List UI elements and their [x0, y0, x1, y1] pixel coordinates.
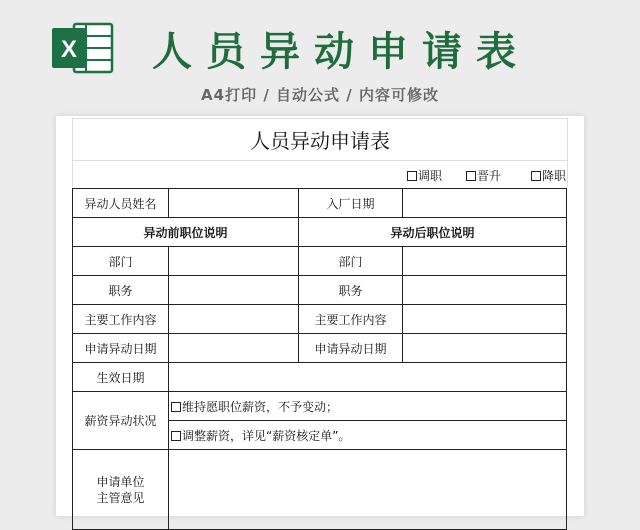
- option-label: 降职: [542, 169, 567, 183]
- option-promotion[interactable]: [466, 167, 501, 184]
- position-label: 职务: [73, 276, 169, 305]
- apply-unit-label-line2: 主管意见: [96, 491, 145, 505]
- after-position-header: 异动后职位说明: [299, 218, 567, 247]
- apply-unit-opinion-field[interactable]: [169, 450, 567, 530]
- table-row: [73, 247, 567, 276]
- effective-date-label: 生效日期: [73, 363, 169, 392]
- dept-after-field[interactable]: [403, 247, 567, 276]
- option-label: 调职: [418, 169, 443, 183]
- table-row: [73, 276, 567, 305]
- apply-date-label: 申请异动日期: [73, 334, 169, 363]
- checkbox-icon[interactable]: [407, 171, 417, 181]
- apply-date-before-field[interactable]: [169, 334, 299, 363]
- before-position-header: 异动前职位说明: [73, 218, 299, 247]
- entry-date-label: 入厂日期: [299, 189, 403, 218]
- checkbox-icon[interactable]: [171, 431, 181, 441]
- table-row: [73, 334, 567, 363]
- main-work-after-field[interactable]: [403, 305, 567, 334]
- banner-title: 人员异动申请表: [152, 29, 530, 75]
- checkbox-icon[interactable]: [531, 171, 541, 181]
- change-type-options: [72, 160, 568, 187]
- banner-subtitle: A4打印 / 自动公式 / 内容可修改: [201, 86, 439, 104]
- sheet-paper: [56, 116, 584, 516]
- salary-option-adjust-label: 调整薪资，详见“薪资核定单”。: [182, 428, 351, 443]
- dept-label-after: 部门: [299, 247, 403, 276]
- table-row: [73, 392, 567, 421]
- salary-option-adjust[interactable]: [169, 421, 567, 450]
- excel-icon: [52, 20, 114, 76]
- table-row: [73, 450, 567, 530]
- table-row: [73, 305, 567, 334]
- position-after-field[interactable]: [403, 276, 567, 305]
- name-field[interactable]: [169, 189, 299, 218]
- effective-date-field[interactable]: [169, 363, 567, 392]
- checkbox-icon[interactable]: [171, 402, 181, 412]
- table-row: [73, 218, 567, 247]
- option-transfer[interactable]: [407, 167, 442, 184]
- main-work-before-field[interactable]: [169, 305, 299, 334]
- position-before-field[interactable]: [169, 276, 299, 305]
- apply-date-after-field[interactable]: [403, 334, 567, 363]
- salary-option-keep-label: 维持愿职位薪资，不予变动；: [182, 399, 339, 414]
- apply-date-label-after: 申请异动日期: [299, 334, 403, 363]
- table-row: [73, 363, 567, 392]
- banner: [0, 0, 640, 112]
- sheet-title: 人员异动申请表: [72, 118, 568, 161]
- dept-label: 部门: [73, 247, 169, 276]
- checkbox-icon[interactable]: [466, 171, 476, 181]
- option-label: 晋升: [477, 169, 502, 183]
- name-label: 异动人员姓名: [73, 189, 169, 218]
- salary-option-keep[interactable]: [169, 392, 567, 421]
- option-demotion[interactable]: [531, 167, 566, 184]
- excel-logo-letter: X: [60, 36, 78, 63]
- position-label-after: 职务: [299, 276, 403, 305]
- entry-date-field[interactable]: [403, 189, 567, 218]
- salary-status-label: 薪资异动状况: [73, 392, 169, 450]
- main-work-label: 主要工作内容: [73, 305, 169, 334]
- application-form-table: [72, 188, 567, 530]
- apply-unit-label-line1: 申请单位: [96, 475, 145, 489]
- table-row: [73, 189, 567, 218]
- apply-unit-label: [73, 450, 169, 530]
- main-work-label-after: 主要工作内容: [299, 305, 403, 334]
- dept-before-field[interactable]: [169, 247, 299, 276]
